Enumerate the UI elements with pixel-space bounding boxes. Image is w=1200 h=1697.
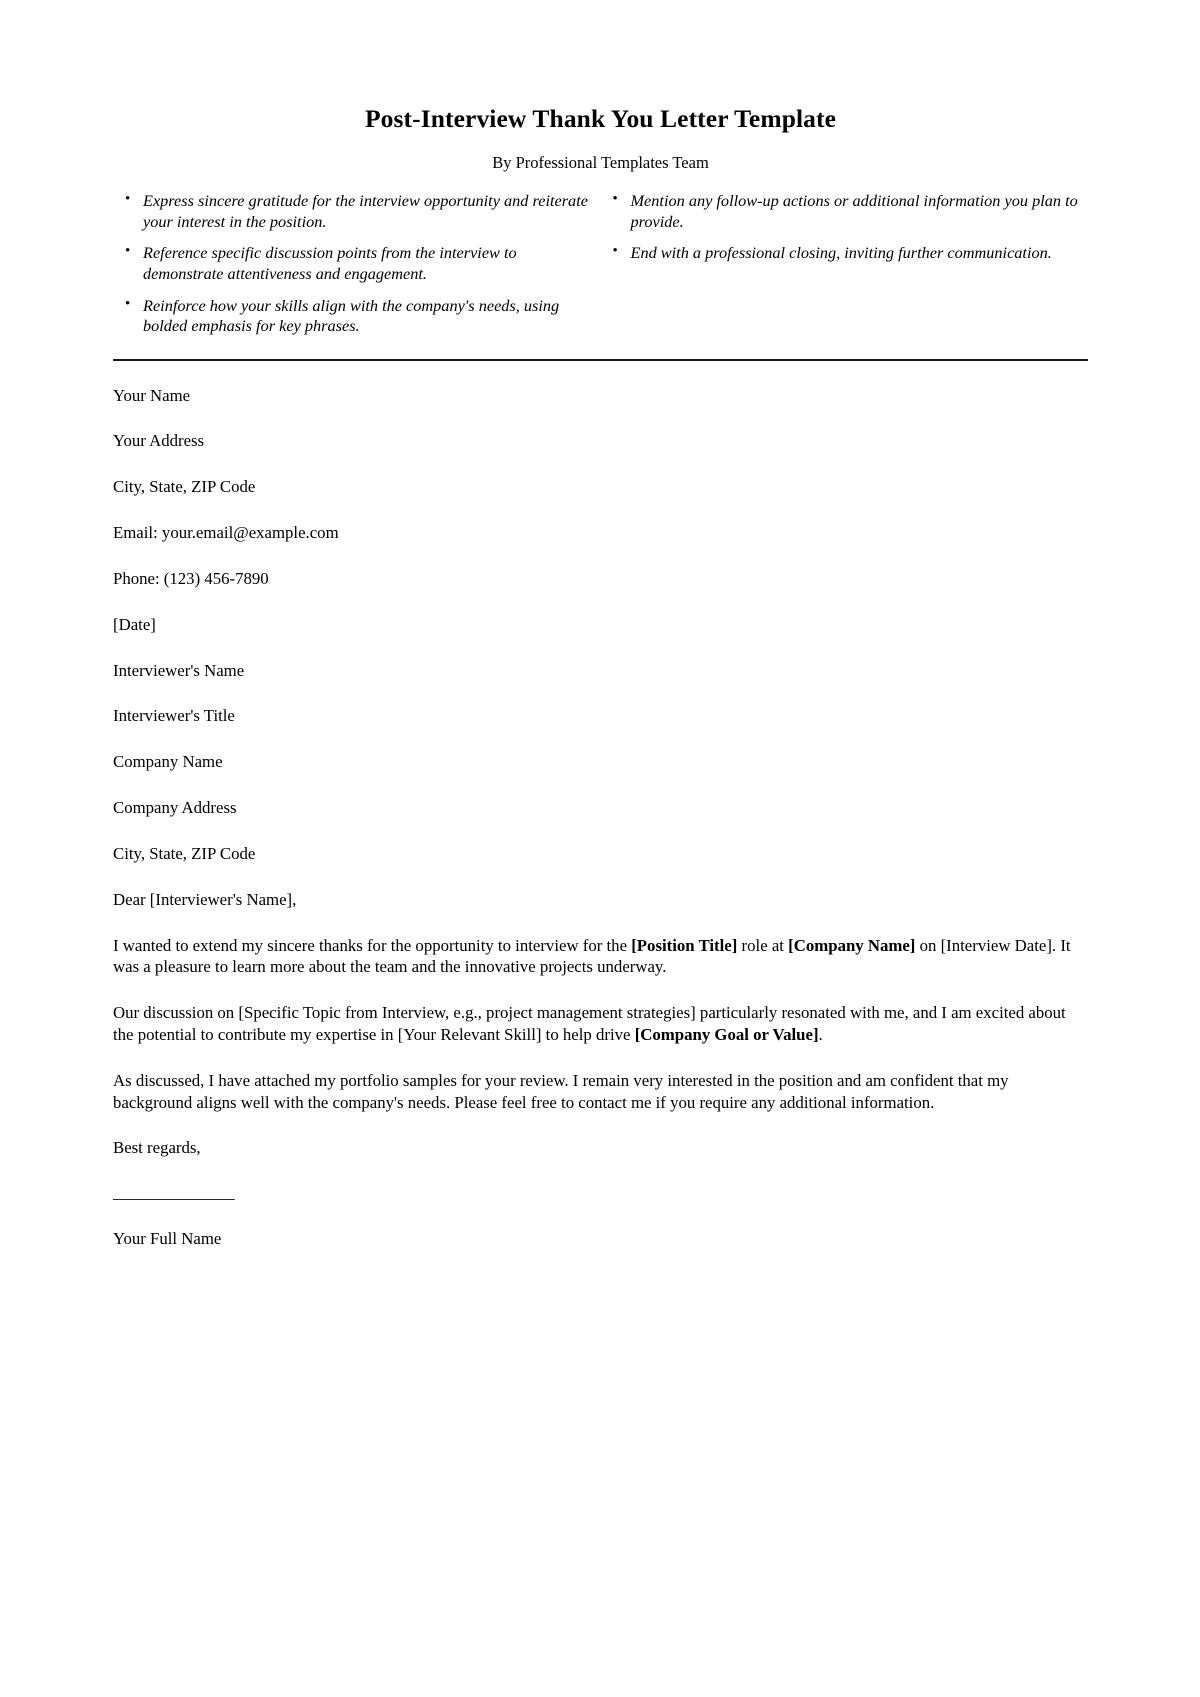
paragraph-2-text-2: . [818, 1025, 823, 1044]
recipient-city-state-zip: City, State, ZIP Code [113, 843, 256, 863]
recipient-company-name: Company Name [113, 752, 223, 772]
letter-body [113, 361, 1088, 1250]
sender-name: Your Name [113, 385, 191, 405]
letter-date: [Date] [113, 614, 156, 634]
paragraph-1-text-2: role at [737, 935, 789, 955]
list-item: • Reinforce how your skills align with the company's needs, using bolded emphasis for key phrases. [143, 296, 601, 337]
tips-section [113, 191, 1088, 347]
sender-address: Your Address [113, 431, 205, 451]
tips-list-left [113, 191, 601, 336]
recipient-company-address: Company Address [113, 798, 237, 818]
page-title: Post-Interview Thank You Letter Template [364, 104, 837, 133]
letter-salutation: Dear [Interviewer's Name], [113, 889, 297, 909]
paragraph-2-text-1: Our discussion on [Specific Topic from Interview, e.g., project management strategies] particularly resonated with me, and I am excited about the potential to contribute my expertise in [Your Relevant Skill] to help drive [113, 1003, 1066, 1044]
sender-phone: Phone: (123) 456-7890 [113, 568, 269, 588]
signature-name: Your Full Name [113, 1229, 222, 1249]
letter-paragraph-3: As discussed, I have attached my portfolio samples for your review. I remain very interested in the position and am confident that my background aligns well with the company's needs. Please feel free to contact me if you require any additional information. [113, 1070, 1009, 1112]
list-item: • Express sincere gratitude for the interview opportunity and reiterate your interest in the position. [143, 191, 601, 232]
letter-closing: Best regards, [113, 1138, 201, 1158]
document-byline: By Professional Templates Team [492, 152, 709, 172]
letter-paragraph-2 [113, 978, 1088, 1046]
tips-column-right [601, 191, 1089, 347]
recipient-interviewer-title: Interviewer's Title [113, 706, 235, 726]
sender-city-state-zip: City, State, ZIP Code [113, 477, 256, 497]
tips-list-right [601, 191, 1089, 264]
list-item: • Reference specific discussion points from the interview to demonstrate attentiveness and engagement. [143, 243, 601, 284]
paragraph-2-bold-company-goal: [Company Goal or Value] [634, 1025, 819, 1044]
letter-paragraph-1 [113, 911, 1088, 979]
recipient-interviewer-name: Interviewer's Name [113, 660, 245, 680]
paragraph-1-text-3: on [Interview Date]. It was a pleasure to learn more about the team and the innovative projects underway. [113, 935, 1071, 977]
sender-email: Email: your.email@example.com [113, 523, 339, 543]
document-content [113, 0, 1088, 1250]
paragraph-1-text-1: I wanted to extend my sincere thanks for the opportunity to interview for the [113, 935, 632, 955]
signature-line: _______________ [113, 1183, 235, 1203]
list-item: • Mention any follow-up actions or additional information you plan to provide. [631, 191, 1089, 232]
paragraph-1-bold-position-title: [Position Title] [631, 935, 738, 955]
list-item: • End with a professional closing, inviting further communication. [631, 243, 1089, 264]
tips-column-left [113, 191, 601, 347]
paragraph-1-bold-company-name: [Company Name] [788, 935, 916, 955]
